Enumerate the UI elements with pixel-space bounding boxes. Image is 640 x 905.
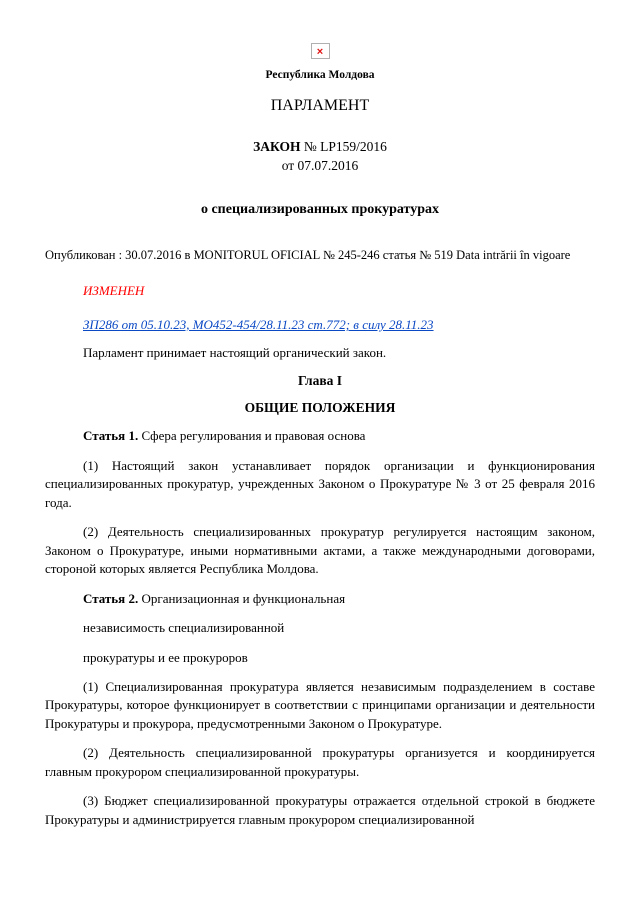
broken-image-x-glyph: × <box>316 46 324 59</box>
article-2-title-line-2: независимость специализированной <box>83 620 285 636</box>
article-2-title-line-3: прокуратуры и ее прокуроров <box>83 649 248 665</box>
article-2-paragraph-3: (3) Бюджет специализированной прокуратуры отражается отдельной строкой в бюджете Прокуратуры и администрируется главным прокурором специализированной <box>45 793 595 827</box>
institution-name: ПАРЛАМЕНТ <box>270 97 370 114</box>
article-1-paragraph-2: (2) Деятельность специализированных прокуратур регулируется настоящим законом, Законом о Прокуратуре, иными нормативными актами, а также международными договорами, стороной которых является Республика Молдова. <box>45 524 595 577</box>
law-date: от 07.07.2016 <box>281 158 359 173</box>
amendment-link[interactable]: ЗП286 от 05.10.23, МО452-454/28.11.23 ст.772; в силу 28.11.23 <box>83 317 434 332</box>
header-icon-row <box>45 42 595 60</box>
law-number: № LP159/2016 <box>300 139 387 154</box>
publication-info: Опубликован : 30.07.2016 в MONITORUL OFICIAL № 245-246 статья № 519 Data intrării în vigoare <box>45 248 571 262</box>
broken-image-icon <box>311 43 330 59</box>
chapter-label: Глава I <box>297 373 343 389</box>
article-1-paragraph-1: (1) Настоящий закон устанавливает порядок организации и функционирования специализированных прокуратур, учрежденных Законом о Прокуратуре № 3 от 25 февраля 2016 года. <box>45 457 595 510</box>
article-2-paragraph-1: (1) Специализированная прокуратура является независимым подразделением в составе Прокуратуры, которое функционирует в соответствии с принципами организации и деятельности Прокуратуры и прокурора, предусмотренными Законом о Прокуратуре. <box>45 678 595 731</box>
article-1-title: Сфера регулирования и правовая основа <box>138 428 366 444</box>
article-1-heading <box>45 427 595 445</box>
law-number-line <box>45 139 595 155</box>
article-1-label: Статья 1. <box>83 428 139 444</box>
amended-status-label: ИЗМЕНЕН <box>83 283 145 298</box>
article-2-title: Организационная и функциональная <box>138 590 346 606</box>
country-name: Республика Молдова <box>265 69 375 81</box>
chapter-title: ОБЩИЕ ПОЛОЖЕНИЯ <box>244 400 396 416</box>
amendment-link-row <box>45 317 595 333</box>
article-2-label: Статья 2. <box>83 590 139 606</box>
article-2-paragraph-2: (2) Деятельность специализированной прокуратуры организуется и координируется главным прокурором специализированной прокуратуры. <box>45 745 595 779</box>
document-title: о специализированных прокуратурах <box>200 202 440 217</box>
law-label: ЗАКОН <box>253 139 301 154</box>
article-2-heading <box>45 590 595 608</box>
intro-paragraph: Парламент принимает настоящий органический закон. <box>83 345 387 360</box>
